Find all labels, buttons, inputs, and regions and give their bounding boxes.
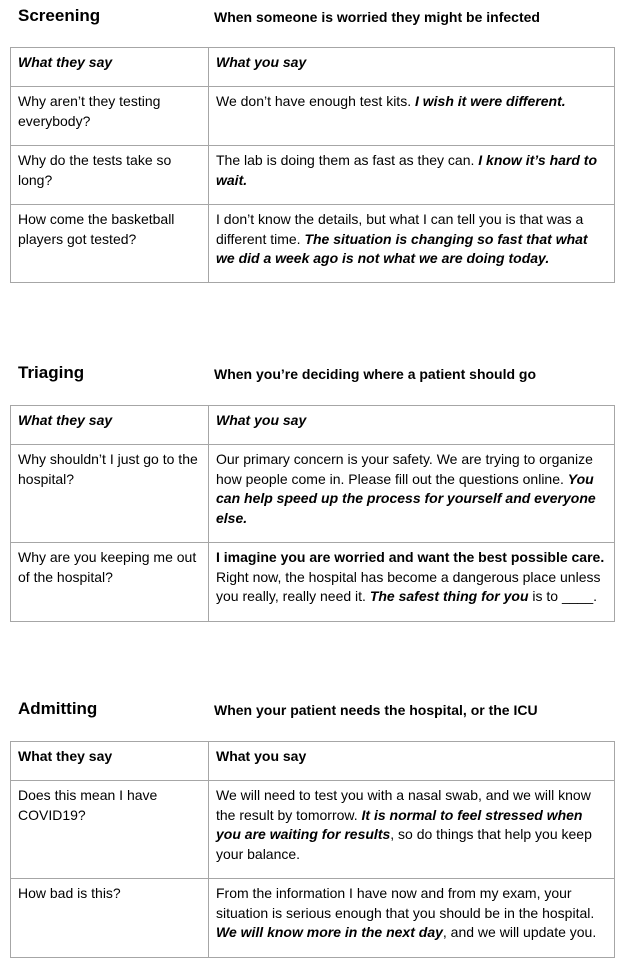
table-header-row	[11, 742, 615, 781]
response-text: We don’t have enough test kits.	[216, 93, 415, 109]
you-say-cell	[209, 146, 615, 205]
emphasis-text: I know it’s hard to wait.	[216, 152, 598, 188]
section-header	[0, 4, 624, 30]
table-row	[11, 205, 615, 283]
table-row	[11, 543, 615, 622]
column-header-they-say: What they say	[11, 406, 209, 445]
they-say-cell: Does this mean I have COVID19?	[11, 781, 209, 879]
table-header-row	[11, 406, 615, 445]
response-text: Right now, the hospital has become a dangerous place unless you really, really need it.	[216, 568, 601, 604]
they-say-cell: Why shouldn’t I just go to the hospital?	[11, 445, 209, 543]
section-subtitle: When you’re deciding where a patient should go	[214, 366, 537, 382]
emphasis-text: I wish it were different.	[414, 93, 566, 109]
dialogue-table	[10, 405, 615, 622]
section-subtitle: When someone is worried they might be infected	[214, 9, 540, 25]
section-title: Triaging	[18, 363, 85, 382]
emphasis-text: I imagine you are worried and want the best possible care.	[216, 549, 605, 565]
emphasis-text: The safest thing for you	[369, 588, 529, 604]
response-text: I don’t know the details, but what I can tell you is that was a different time.	[216, 211, 584, 247]
you-say-cell	[209, 205, 615, 283]
section-subtitle: When your patient needs the hospital, or the ICU	[214, 702, 538, 718]
table-row	[11, 87, 615, 146]
table-row	[11, 445, 615, 543]
emphasis-text: It is normal to feel stressed when you are waiting for results	[216, 806, 583, 842]
you-say-cell	[209, 87, 615, 146]
section-header	[0, 697, 624, 723]
response-text: is to ____.	[528, 588, 598, 604]
dialogue-table	[10, 741, 615, 958]
response-text: Our primary concern is your safety. We are trying to organize how people come in. Please fill out the questions online.	[216, 451, 593, 487]
column-header-you-say: What you say	[209, 742, 615, 781]
response-text: We will need to test you with a nasal swab, and we will know the result by tomorrow.	[216, 787, 591, 823]
you-say-cell	[209, 445, 615, 543]
you-say-cell	[209, 543, 615, 622]
column-header-they-say: What they say	[11, 48, 209, 87]
table-header-row	[11, 48, 615, 87]
they-say-cell: Why aren’t they testing everybody?	[11, 87, 209, 146]
column-header-you-say: What you say	[209, 48, 615, 87]
emphasis-text: We will know more in the next day	[216, 924, 443, 940]
column-header-they-say: What they say	[11, 742, 209, 781]
response-text: , so do things that help you keep your balance.	[216, 826, 592, 862]
response-text: , and we will update you.	[442, 924, 597, 940]
you-say-cell	[209, 879, 615, 958]
table-row	[11, 879, 615, 958]
section-header	[0, 361, 624, 387]
section-title: Admitting	[18, 699, 98, 718]
they-say-cell: Why do the tests take so long?	[11, 146, 209, 205]
section-title: Screening	[18, 6, 101, 25]
table-row	[11, 146, 615, 205]
they-say-cell: How come the basketball players got tested?	[11, 205, 209, 283]
table-row	[11, 781, 615, 879]
column-header-you-say: What you say	[209, 406, 615, 445]
they-say-cell: How bad is this?	[11, 879, 209, 958]
response-text: The lab is doing them as fast as they can.	[216, 152, 479, 168]
emphasis-text: The situation is changing so fast that what we did a week ago is not what we are doing today.	[216, 230, 588, 266]
emphasis-text: You can help speed up the process for yourself and everyone else.	[216, 470, 596, 526]
they-say-cell: Why are you keeping me out of the hospital?	[11, 543, 209, 622]
response-text: From the information I have now and from my exam, your situation is serious enough that you should be in the hospital.	[216, 885, 595, 921]
dialogue-table	[10, 47, 615, 283]
you-say-cell	[209, 781, 615, 879]
